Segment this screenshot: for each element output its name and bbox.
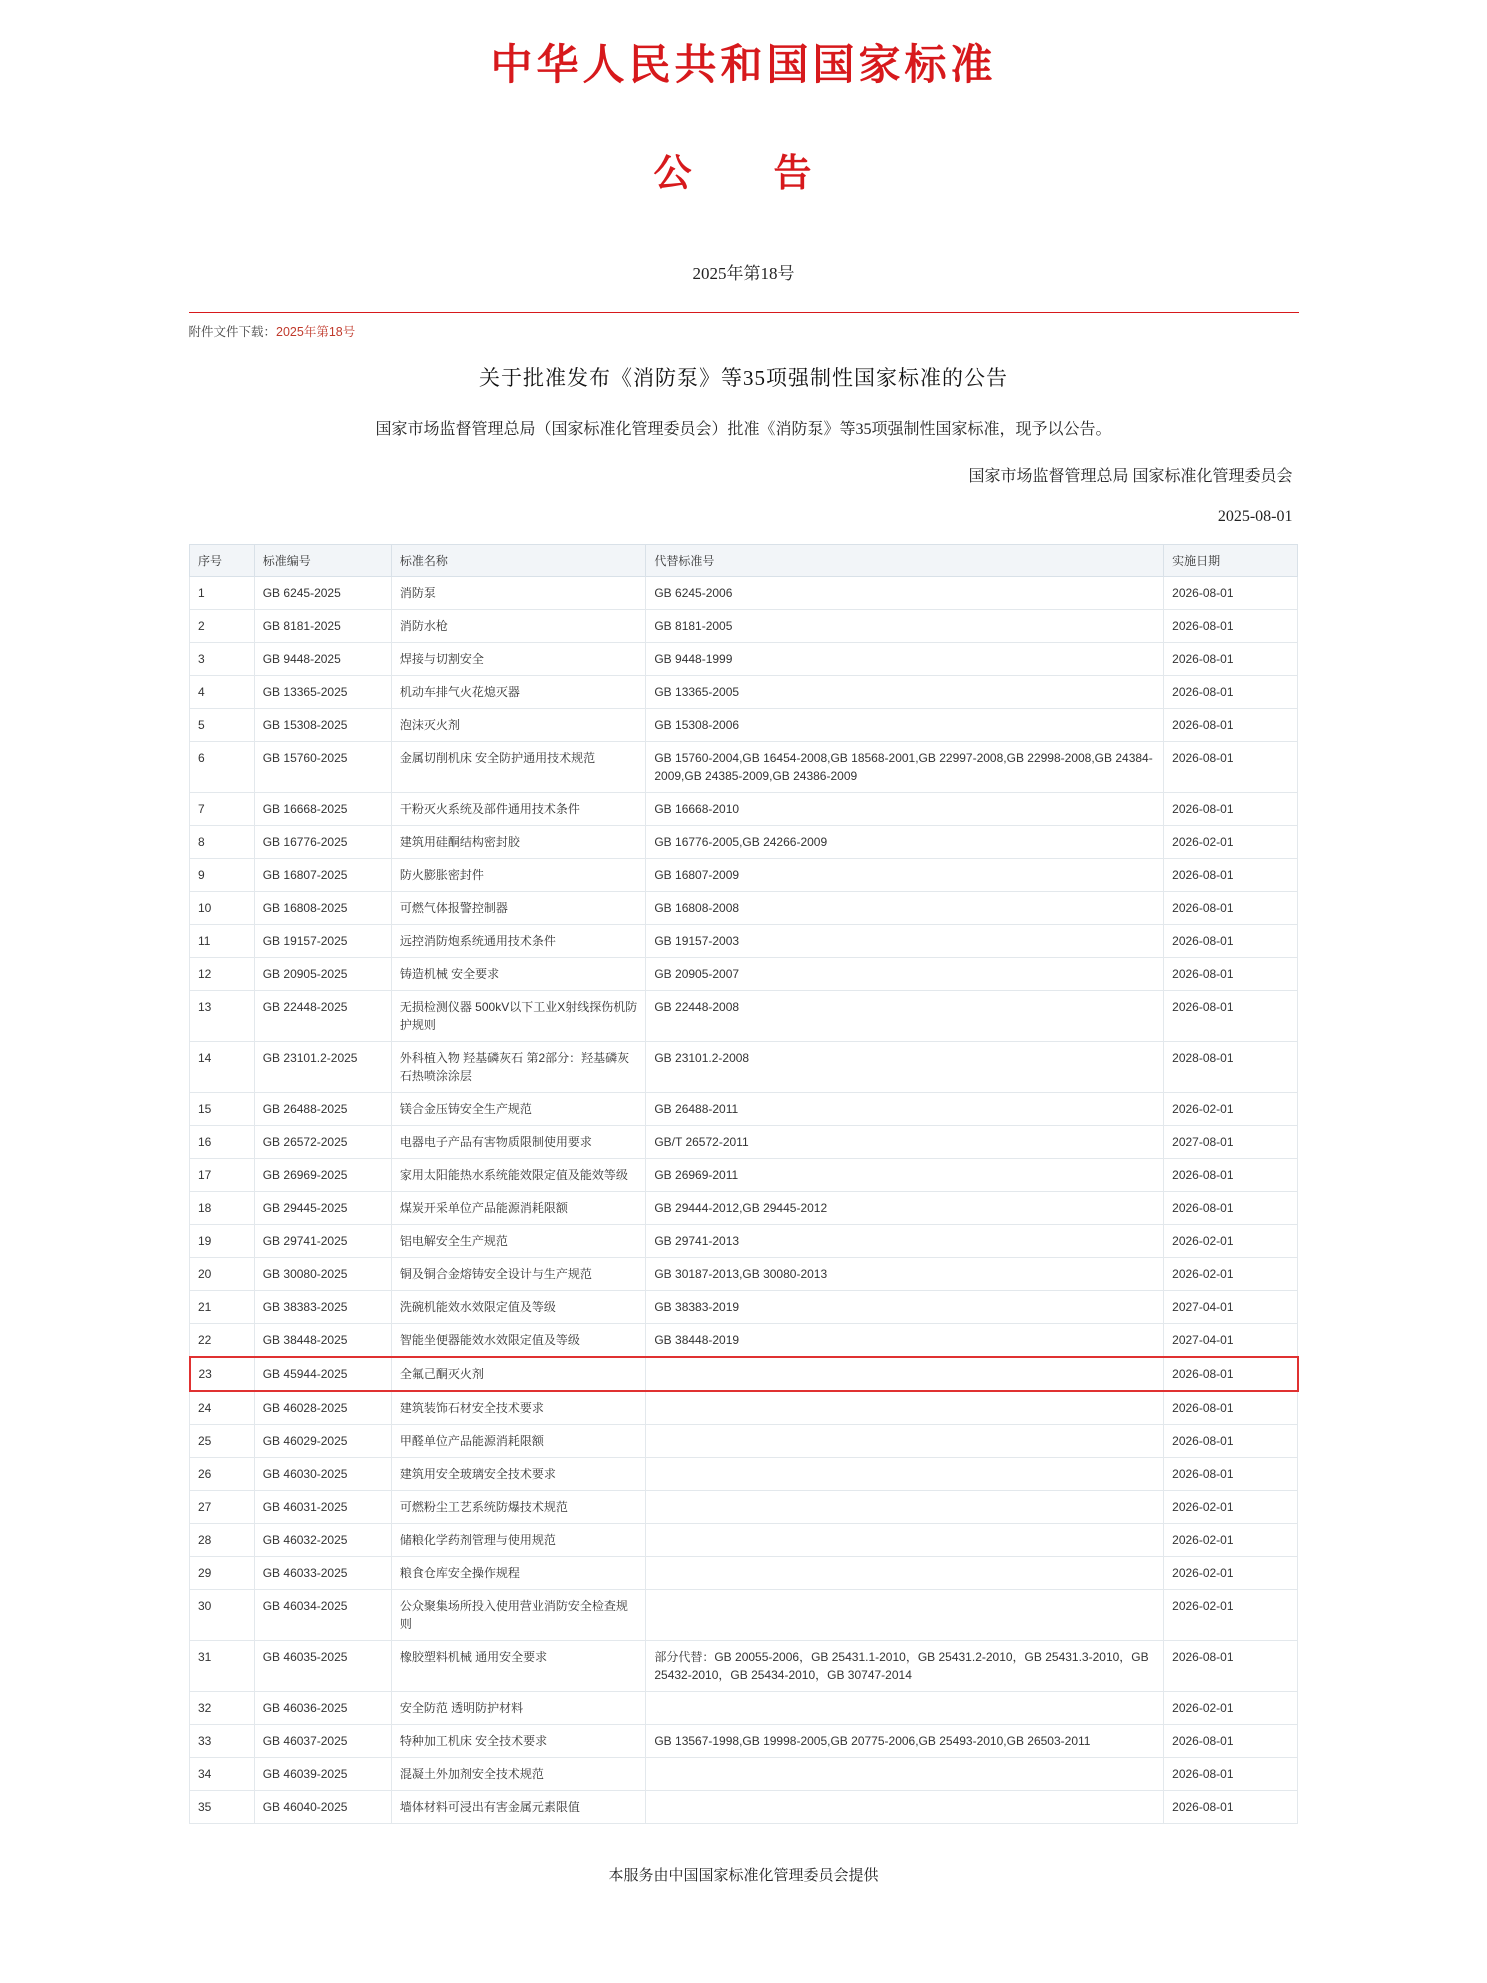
cell-index: 32 [190, 1691, 255, 1724]
table-row [190, 792, 1298, 825]
document-date: 2025-08-01 [1217, 507, 1293, 525]
cell-index: 35 [190, 1790, 255, 1823]
cell-index: 9 [190, 858, 255, 891]
cell-replaced-code: GB 16808-2008 [646, 891, 1164, 924]
cell-replaced-code: GB/T 26572-2011 [646, 1125, 1164, 1158]
cell-index: 31 [190, 1640, 255, 1691]
divider [189, 312, 1299, 313]
cell-standard-name[interactable]: 外科植入物 羟基磷灰石 第2部分：羟基磷灰石热喷涂涂层 [391, 1041, 646, 1092]
cell-index: 16 [190, 1125, 255, 1158]
cell-standard-code: GB 46032-2025 [254, 1523, 391, 1556]
table-body [190, 576, 1298, 1823]
column-header-replaced: 代替标准号 [646, 544, 1164, 576]
cell-effective-date: 2026-08-01 [1164, 642, 1298, 675]
cell-standard-code: GB 46034-2025 [254, 1589, 391, 1640]
cell-standard-code: GB 16776-2025 [254, 825, 391, 858]
table-row [190, 1490, 1298, 1523]
attachment-download-link[interactable]: 2025年第18号 [276, 325, 356, 339]
cell-effective-date: 2026-08-01 [1164, 609, 1298, 642]
cell-index: 1 [190, 576, 255, 609]
cell-effective-date: 2026-08-01 [1164, 576, 1298, 609]
cell-replaced-code: GB 22448-2008 [646, 990, 1164, 1041]
cell-effective-date: 2026-08-01 [1164, 708, 1298, 741]
cell-standard-code: GB 45944-2025 [254, 1357, 391, 1391]
cell-standard-name[interactable]: 储粮化学药剂管理与使用规范 [391, 1523, 646, 1556]
cell-replaced-code: GB 29741-2013 [646, 1224, 1164, 1257]
cell-effective-date: 2026-02-01 [1164, 825, 1298, 858]
cell-replaced-code: GB 16668-2010 [646, 792, 1164, 825]
cell-standard-code: GB 15760-2025 [254, 741, 391, 792]
document-paragraph: 国家市场监督管理总局（国家标准化管理委员会）批准《消防泵》等35项强制性国家标准，现予以公告。 [375, 420, 1112, 438]
cell-effective-date: 2026-08-01 [1164, 1757, 1298, 1790]
cell-standard-name[interactable]: 铜及铜合金熔铸安全设计与生产规范 [391, 1257, 646, 1290]
cell-effective-date: 2026-08-01 [1164, 1158, 1298, 1191]
cell-replaced-code: GB 16776-2005,GB 24266-2009 [646, 825, 1164, 858]
cell-standard-code: GB 46030-2025 [254, 1457, 391, 1490]
cell-index: 30 [190, 1589, 255, 1640]
cell-standard-name[interactable]: 镁合金压铸安全生产规范 [391, 1092, 646, 1125]
table-row [190, 1125, 1298, 1158]
table-row [190, 576, 1298, 609]
cell-replaced-code: GB 15760-2004,GB 16454-2008,GB 18568-2001,GB 22997-2008,GB 22998-2008,GB 24384-2009,GB 24385-2009,GB 24386-2009 [646, 741, 1164, 792]
table-row [190, 825, 1298, 858]
cell-standard-name[interactable]: 消防水枪 [391, 609, 646, 642]
cell-standard-name[interactable]: 消防泵 [391, 576, 646, 609]
cell-standard-code: GB 19157-2025 [254, 924, 391, 957]
cell-standard-code: GB 46035-2025 [254, 1640, 391, 1691]
cell-effective-date: 2026-08-01 [1164, 1357, 1298, 1391]
cell-standard-name[interactable]: 无损检测仪器 500kV以下工业X射线探伤机防护规则 [391, 990, 646, 1041]
cell-index: 7 [190, 792, 255, 825]
cell-index: 5 [190, 708, 255, 741]
cell-index: 19 [190, 1224, 255, 1257]
table-row [190, 1092, 1298, 1125]
cell-standard-code: GB 29741-2025 [254, 1224, 391, 1257]
cell-standard-name[interactable]: 金属切削机床 安全防护通用技术规范 [391, 741, 646, 792]
cell-standard-code: GB 8181-2025 [254, 609, 391, 642]
cell-effective-date: 2027-08-01 [1164, 1125, 1298, 1158]
cell-effective-date: 2026-08-01 [1164, 1724, 1298, 1757]
cell-index: 25 [190, 1424, 255, 1457]
cell-index: 27 [190, 1490, 255, 1523]
cell-standard-code: GB 13365-2025 [254, 675, 391, 708]
cell-effective-date: 2026-08-01 [1164, 858, 1298, 891]
content-wrapper [189, 312, 1299, 526]
cell-index: 26 [190, 1457, 255, 1490]
cell-standard-name[interactable]: 建筑用安全玻璃安全技术要求 [391, 1457, 646, 1490]
cell-index: 10 [190, 891, 255, 924]
cell-replaced-code [646, 1523, 1164, 1556]
table-row [190, 1191, 1298, 1224]
table-row [190, 1724, 1298, 1757]
cell-replaced-code [646, 1357, 1164, 1391]
cell-index: 15 [190, 1092, 255, 1125]
cell-standard-name[interactable]: 公众聚集场所投入使用营业消防安全检查规则 [391, 1589, 646, 1640]
table-row [190, 1257, 1298, 1290]
cell-standard-name[interactable]: 煤炭开采单位产品能源消耗限额 [391, 1191, 646, 1224]
table-row [190, 957, 1298, 990]
cell-effective-date: 2026-08-01 [1164, 1391, 1298, 1425]
cell-index: 13 [190, 990, 255, 1041]
document-signature: 国家市场监督管理总局 国家标准化管理委员会 [968, 467, 1293, 485]
table-row [190, 1790, 1298, 1823]
table-row [190, 1290, 1298, 1323]
cell-standard-code: GB 16807-2025 [254, 858, 391, 891]
cell-effective-date: 2026-08-01 [1164, 1424, 1298, 1457]
table-row [190, 1041, 1298, 1092]
cell-effective-date: 2026-08-01 [1164, 1457, 1298, 1490]
cell-replaced-code [646, 1490, 1164, 1523]
cell-standard-code: GB 38383-2025 [254, 1290, 391, 1323]
cell-index: 12 [190, 957, 255, 990]
cell-standard-name[interactable]: 远控消防炮系统通用技术条件 [391, 924, 646, 957]
attachment-label: 附件文件下载： [188, 325, 277, 339]
cell-replaced-code: GB 16807-2009 [646, 858, 1164, 891]
cell-index: 22 [190, 1323, 255, 1357]
cell-effective-date: 2028-08-01 [1164, 1041, 1298, 1092]
cell-standard-name[interactable]: 可燃粉尘工艺系统防爆技术规范 [391, 1490, 646, 1523]
page-title: 中华人民共和国国家标准 [490, 43, 997, 89]
cell-standard-code: GB 46028-2025 [254, 1391, 391, 1425]
page-subtitle: 公 告 [653, 153, 834, 195]
cell-effective-date: 2026-08-01 [1164, 990, 1298, 1041]
cell-index: 6 [190, 741, 255, 792]
cell-index: 2 [190, 609, 255, 642]
cell-standard-code: GB 23101.2-2025 [254, 1041, 391, 1092]
table-row [190, 1691, 1298, 1724]
cell-standard-code: GB 46037-2025 [254, 1724, 391, 1757]
cell-standard-code: GB 16668-2025 [254, 792, 391, 825]
issue-number: 2025年第18号 [692, 264, 795, 283]
attachment-row [189, 324, 1299, 342]
cell-replaced-code: GB 19157-2003 [646, 924, 1164, 957]
table-row [190, 1323, 1298, 1357]
cell-standard-name[interactable]: 电器电子产品有害物质限制使用要求 [391, 1125, 646, 1158]
cell-standard-code: GB 46029-2025 [254, 1424, 391, 1457]
cell-index: 4 [190, 675, 255, 708]
cell-effective-date: 2026-08-01 [1164, 1640, 1298, 1691]
cell-standard-name[interactable]: 建筑装饰石材安全技术要求 [391, 1391, 646, 1425]
cell-index: 8 [190, 825, 255, 858]
table-row [190, 1523, 1298, 1556]
cell-index: 11 [190, 924, 255, 957]
cell-standard-code: GB 29445-2025 [254, 1191, 391, 1224]
cell-standard-code: GB 26969-2025 [254, 1158, 391, 1191]
table-header-row [190, 544, 1298, 576]
cell-replaced-code [646, 1424, 1164, 1457]
footer-note: 本服务由中国国家标准化管理委员会提供 [608, 1867, 879, 1884]
cell-standard-name[interactable]: 干粉灭火系统及部件通用技术条件 [391, 792, 646, 825]
cell-standard-code: GB 26572-2025 [254, 1125, 391, 1158]
cell-standard-name[interactable]: 粮食仓库安全操作规程 [391, 1556, 646, 1589]
cell-effective-date: 2026-02-01 [1164, 1257, 1298, 1290]
cell-standard-code: GB 16808-2025 [254, 891, 391, 924]
cell-standard-code: GB 38448-2025 [254, 1323, 391, 1357]
cell-standard-code: GB 20905-2025 [254, 957, 391, 990]
cell-standard-code: GB 30080-2025 [254, 1257, 391, 1290]
table-row [190, 990, 1298, 1041]
cell-standard-code: GB 46033-2025 [254, 1556, 391, 1589]
table-row [190, 891, 1298, 924]
table-row [190, 609, 1298, 642]
table-row [190, 1457, 1298, 1490]
table-row [190, 741, 1298, 792]
cell-index: 17 [190, 1158, 255, 1191]
cell-standard-name[interactable]: 泡沫灭火剂 [391, 708, 646, 741]
cell-standard-code: GB 46031-2025 [254, 1490, 391, 1523]
cell-effective-date: 2026-08-01 [1164, 675, 1298, 708]
cell-index: 18 [190, 1191, 255, 1224]
cell-standard-name[interactable]: 墙体材料可浸出有害金属元素限值 [391, 1790, 646, 1823]
cell-effective-date: 2026-08-01 [1164, 1790, 1298, 1823]
cell-standard-code: GB 6245-2025 [254, 576, 391, 609]
cell-replaced-code: GB 13365-2005 [646, 675, 1164, 708]
table-row [190, 1757, 1298, 1790]
cell-standard-name[interactable]: 甲醛单位产品能源消耗限额 [391, 1424, 646, 1457]
cell-effective-date: 2027-04-01 [1164, 1290, 1298, 1323]
cell-standard-code: GB 46039-2025 [254, 1757, 391, 1790]
cell-index: 21 [190, 1290, 255, 1323]
cell-effective-date: 2026-02-01 [1164, 1691, 1298, 1724]
cell-replaced-code: 部分代替：GB 20055-2006，GB 25431.1-2010，GB 25431.2-2010，GB 25431.3-2010，GB 25432-2010，GB 25434-2010，GB 30747-2014 [646, 1640, 1164, 1691]
table-row [190, 1357, 1298, 1391]
cell-index: 28 [190, 1523, 255, 1556]
cell-standard-code: GB 46040-2025 [254, 1790, 391, 1823]
cell-replaced-code: GB 23101.2-2008 [646, 1041, 1164, 1092]
table-row [190, 1224, 1298, 1257]
cell-effective-date: 2026-08-01 [1164, 1191, 1298, 1224]
cell-standard-name[interactable]: 特种加工机床 安全技术要求 [391, 1724, 646, 1757]
cell-replaced-code: GB 38448-2019 [646, 1323, 1164, 1357]
cell-standard-code: GB 26488-2025 [254, 1092, 391, 1125]
cell-standard-name[interactable]: 洗碗机能效水效限定值及等级 [391, 1290, 646, 1323]
cell-standard-name[interactable]: 焊接与切割安全 [391, 642, 646, 675]
cell-replaced-code: GB 9448-1999 [646, 642, 1164, 675]
cell-standard-name[interactable]: 混凝土外加剂安全技术规范 [391, 1757, 646, 1790]
table-row [190, 642, 1298, 675]
cell-standard-code: GB 9448-2025 [254, 642, 391, 675]
cell-index: 3 [190, 642, 255, 675]
cell-replaced-code [646, 1556, 1164, 1589]
cell-replaced-code [646, 1691, 1164, 1724]
cell-replaced-code: GB 8181-2005 [646, 609, 1164, 642]
cell-standard-name[interactable]: 安全防范 透明防护材料 [391, 1691, 646, 1724]
cell-index: 20 [190, 1257, 255, 1290]
table-row [190, 1158, 1298, 1191]
cell-standard-name[interactable]: 建筑用硅酮结构密封胶 [391, 825, 646, 858]
table-row [190, 1556, 1298, 1589]
table-row [190, 1640, 1298, 1691]
cell-replaced-code: GB 30187-2013,GB 30080-2013 [646, 1257, 1164, 1290]
cell-standard-code: GB 22448-2025 [254, 990, 391, 1041]
cell-replaced-code: GB 6245-2006 [646, 576, 1164, 609]
cell-effective-date: 2026-08-01 [1164, 924, 1298, 957]
table-row [190, 1424, 1298, 1457]
cell-standard-code: GB 46036-2025 [254, 1691, 391, 1724]
cell-index: 14 [190, 1041, 255, 1092]
cell-effective-date: 2026-08-01 [1164, 741, 1298, 792]
column-header-code: 标准编号 [254, 544, 391, 576]
document-title: 关于批准发布《消防泵》等35项强制性国家标准的公告 [479, 365, 1008, 390]
cell-effective-date: 2026-02-01 [1164, 1092, 1298, 1125]
cell-replaced-code: GB 15308-2006 [646, 708, 1164, 741]
cell-standard-name[interactable]: 全氟己酮灭火剂 [391, 1357, 646, 1391]
cell-effective-date: 2026-08-01 [1164, 891, 1298, 924]
cell-effective-date: 2026-08-01 [1164, 957, 1298, 990]
cell-replaced-code: GB 20905-2007 [646, 957, 1164, 990]
cell-replaced-code: GB 29444-2012,GB 29445-2012 [646, 1191, 1164, 1224]
cell-effective-date: 2026-02-01 [1164, 1589, 1298, 1640]
cell-standard-name[interactable]: 智能坐便器能效水效限定值及等级 [391, 1323, 646, 1357]
table-row [190, 858, 1298, 891]
column-header-index: 序号 [190, 544, 255, 576]
cell-effective-date: 2026-08-01 [1164, 792, 1298, 825]
cell-standard-name[interactable]: 家用太阳能热水系统能效限定值及能效等级 [391, 1158, 646, 1191]
cell-replaced-code: GB 13567-1998,GB 19998-2005,GB 20775-2006,GB 25493-2010,GB 26503-2011 [646, 1724, 1164, 1757]
cell-replaced-code [646, 1790, 1164, 1823]
table-row [190, 924, 1298, 957]
cell-effective-date: 2026-02-01 [1164, 1490, 1298, 1523]
cell-effective-date: 2026-02-01 [1164, 1523, 1298, 1556]
cell-replaced-code [646, 1757, 1164, 1790]
cell-standard-code: GB 15308-2025 [254, 708, 391, 741]
cell-index: 23 [190, 1357, 255, 1391]
cell-replaced-code: GB 26969-2011 [646, 1158, 1164, 1191]
standards-table [189, 544, 1299, 1824]
table-row [190, 675, 1298, 708]
cell-index: 33 [190, 1724, 255, 1757]
cell-effective-date: 2027-04-01 [1164, 1323, 1298, 1357]
cell-standard-name[interactable]: 铸造机械 安全要求 [391, 957, 646, 990]
cell-index: 24 [190, 1391, 255, 1425]
cell-index: 34 [190, 1757, 255, 1790]
cell-replaced-code: GB 26488-2011 [646, 1092, 1164, 1125]
cell-effective-date: 2026-02-01 [1164, 1556, 1298, 1589]
cell-replaced-code: GB 38383-2019 [646, 1290, 1164, 1323]
cell-effective-date: 2026-02-01 [1164, 1224, 1298, 1257]
cell-standard-name[interactable]: 橡胶塑料机械 通用安全要求 [391, 1640, 646, 1691]
cell-replaced-code [646, 1457, 1164, 1490]
cell-replaced-code [646, 1391, 1164, 1425]
cell-index: 29 [190, 1556, 255, 1589]
cell-standard-name[interactable]: 机动车排气火花熄灭器 [391, 675, 646, 708]
column-header-date: 实施日期 [1164, 544, 1298, 576]
table-row [190, 708, 1298, 741]
table-row [190, 1391, 1298, 1425]
table-row [190, 1589, 1298, 1640]
column-header-name: 标准名称 [391, 544, 646, 576]
cell-standard-name[interactable]: 铝电解安全生产规范 [391, 1224, 646, 1257]
cell-standard-name[interactable]: 可燃气体报警控制器 [391, 891, 646, 924]
cell-replaced-code [646, 1589, 1164, 1640]
cell-standard-name[interactable]: 防火膨胀密封件 [391, 858, 646, 891]
